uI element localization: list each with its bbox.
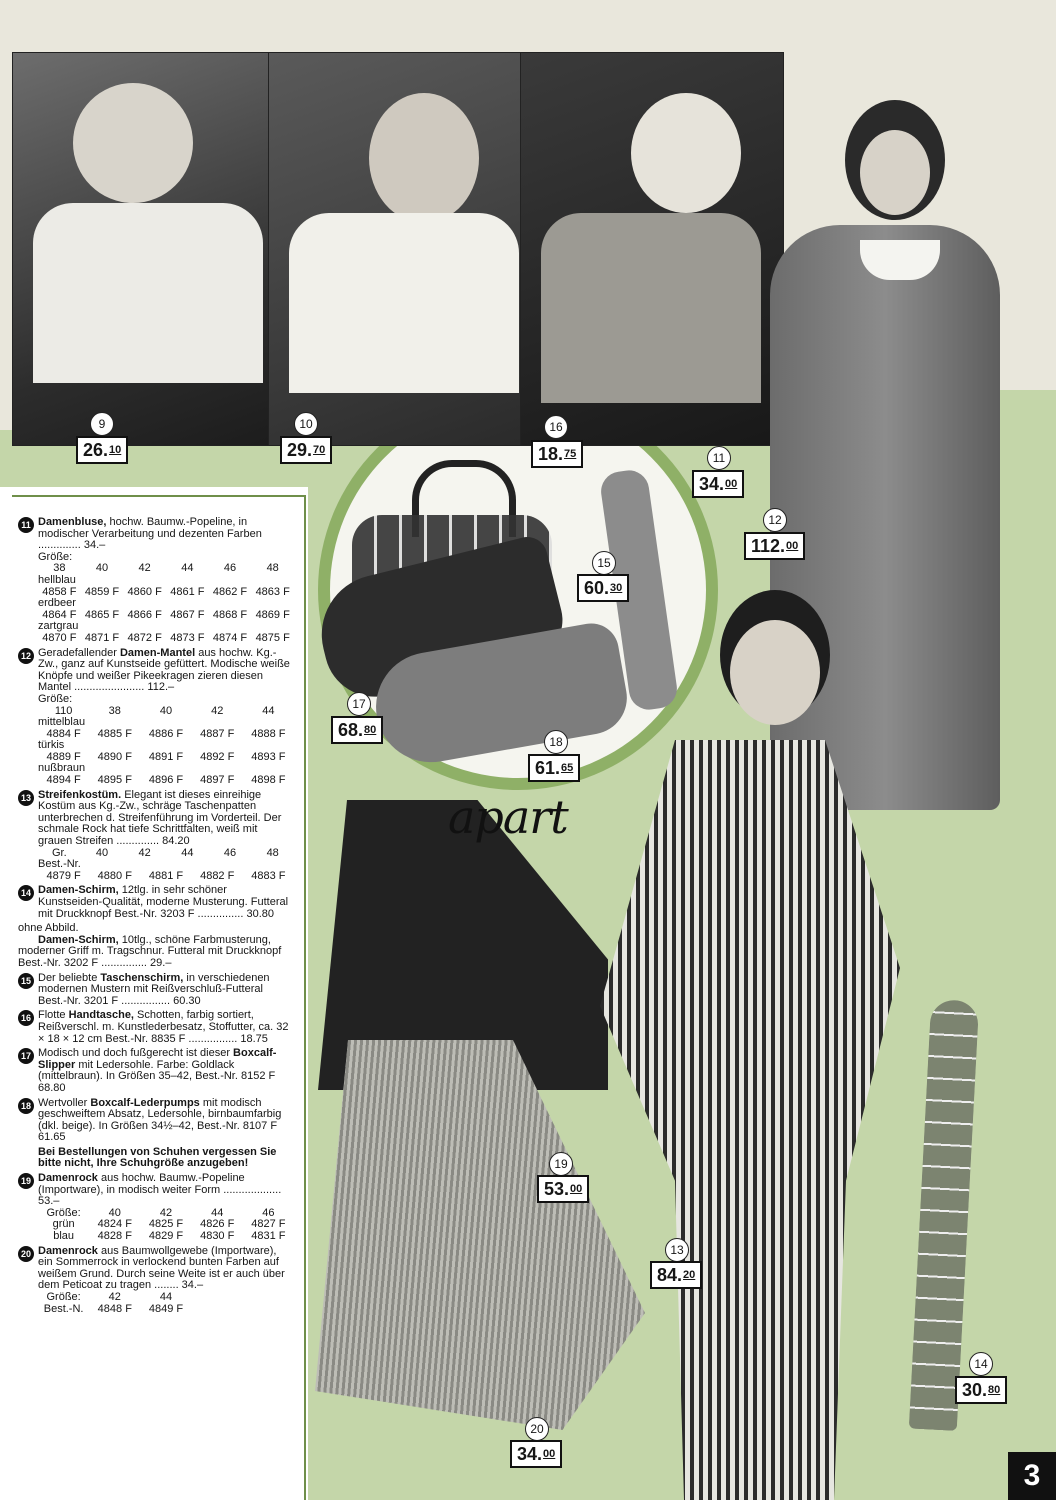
item-number-14: 14 <box>969 1352 993 1376</box>
frame-line-top <box>12 495 306 497</box>
frame-line-right <box>304 495 306 1500</box>
price-tag-16: 18.75 <box>531 440 583 468</box>
price-tag-10: 29.70 <box>280 436 332 464</box>
item-number-16: 16 <box>544 415 568 439</box>
item-number-11: 11 <box>707 446 731 470</box>
item-number-13: 13 <box>665 1238 689 1262</box>
size-row: 38 40 42 44 46 48 <box>53 562 279 575</box>
price-tag-13: 84.20 <box>650 1261 702 1289</box>
item-number-18: 18 <box>544 730 568 754</box>
page-number: 3 <box>1008 1452 1056 1500</box>
price-tag-18: 61.65 <box>528 754 580 782</box>
price-tag-9: 26.10 <box>76 436 128 464</box>
price-tag-17: 68.80 <box>331 716 383 744</box>
entry-14b: ohne Abbild. Damen-Schirm, 10tlg., schöne Farbmusterung, moderner Griff m. Tragschnur. Futteral mit Druckknopf Best.-Nr. 3202 F ............... 29.– <box>18 922 282 969</box>
item-number-9: 9 <box>90 412 114 436</box>
description-column <box>0 487 308 1500</box>
price-tag-14: 30.80 <box>955 1376 1007 1404</box>
item-number-20: 20 <box>525 1417 549 1441</box>
entry-13: 13 Streifenkostüm. Elegant ist dieses einreihige Kostüm aus Kg.-Zw., schräge Taschenpatten unterbrechen d. Streifenführung im Vorderteil. Der schmale Rock hat tiefe Schrittfalten, weiß mit grauen Streifen .............. 84.20 Gr. 40 42 44 46 48 Best.-Nr. 4879 F 4880 F 4881 F 4882 F 4883 F <box>18 790 294 883</box>
entry-17: 17 Modisch und doch fußgerecht ist dieser Boxcalf-Slipper mit Ledersohle. Farbe: Goldlack (mittelbraun). In Größen 35–42, Best.-Nr. 8152 F 68.80 <box>18 1048 294 1094</box>
entry-19: 19 Damenrock aus hochw. Baumw.-Popeline (Importware), in modisch weiter Form ................... 53.– Größe: 40 42 44 46 grün 4824 F 4825 F 4826 F 4827 F blau 4828 F 4829 F 4830 F 4831 F <box>18 1173 294 1243</box>
entry-18: 18 Wertvoller Boxcalf-Lederpumps mit modisch geschweiftem Absatz, Ledersohle, birnbaumfarbig (dkl. beige). In Größen 34½–42, Best.-Nr. 8107 F 61.65 <box>18 1098 294 1144</box>
entry-14: 14 Damen-Schirm, 12tlg. in sehr schöner Kunstseiden-Qualität, moderne Musterung. Futteral mit Druckknopf Best.-Nr. 3203 F ............... 30.80 <box>18 885 294 920</box>
price-tag-19: 53.00 <box>537 1175 589 1203</box>
item-number-17: 17 <box>347 692 371 716</box>
entry-20: 20 Damenrock aus Baumwollgewebe (Importware), ein Sommerrock in verlockend bunten Farben auf weißem Grund. Durch seine Weite ist er auch über dem Peticoat zu tragen ........ 34.– Größe: 42 44 Best.-N. 4848 F 4849 F <box>18 1246 294 1316</box>
photo-blouse-9 <box>12 52 282 446</box>
photo-blouse-10 <box>268 52 542 446</box>
shoe-order-note: Bei Bestellungen von Schuhen vergessen Sie bitte nicht, Ihre Schuhgröße anzugeben! <box>38 1145 277 1170</box>
item-number-15: 15 <box>592 551 616 575</box>
description-text <box>18 517 294 1318</box>
entry-15: 15 Der beliebte Taschenschirm, in verschiedenen modernen Mustern mit Reißverschluß-Futteral Best.-Nr. 3201 F ................ 60.30 <box>18 973 294 1008</box>
entry-11: 11 Damenbluse, hochw. Baumw.-Popeline, in modischer Verarbeitung und dezenten Farben .............. 34.– Größe: 38 40 42 44 46 48 hellblau 4858 F 4859 F 4860 F 4861 F 4862 F 4863 F erdbeer 4864 F 4865 F 4866 F 4867 F 4868 F 4869 F zartgrau 4870 F 4871 F 4872 F 4873 F 4874 F 4875 F <box>18 517 294 645</box>
item-number-19: 19 <box>549 1152 573 1176</box>
price-tag-11: 34.00 <box>692 470 744 498</box>
item-number-12: 12 <box>763 508 787 532</box>
price-tag-20: 34.00 <box>510 1440 562 1468</box>
price-tag-12: 112.00 <box>744 532 805 560</box>
item-number-10: 10 <box>294 412 318 436</box>
apart-lettering: apart <box>448 790 568 844</box>
photo-blouse-11 <box>520 52 784 446</box>
entry-12: 12 Geradefallender Damen-Mantel aus hochw. Kg.-Zw., ganz auf Kunstseide gefüttert. Modische weiße Knöpfe und weißer Pikeekragen zieren diesen Mantel ....................... 112.– Größe: 110 38 40 42 44 mittelblau 4884 F 4885 F 4886 F 4887 F 4888 F türkis 4889 F 4890 F 4891 F 4892 F 4893 F nußbraun 4894 F 4895 F 4896 F 4897 F 4898 F <box>18 648 294 787</box>
price-tag-15: 60.30 <box>577 574 629 602</box>
photo-suit-13 <box>580 590 920 1500</box>
entry-16: 16 Flotte Handtasche, Schotten, farbig sortiert, Reißverschl. m. Kunstlederbesatz, Stoffutter, ca. 32 × 18 × 12 cm Best.-Nr. 8835 F ................ 18.75 <box>18 1010 294 1045</box>
